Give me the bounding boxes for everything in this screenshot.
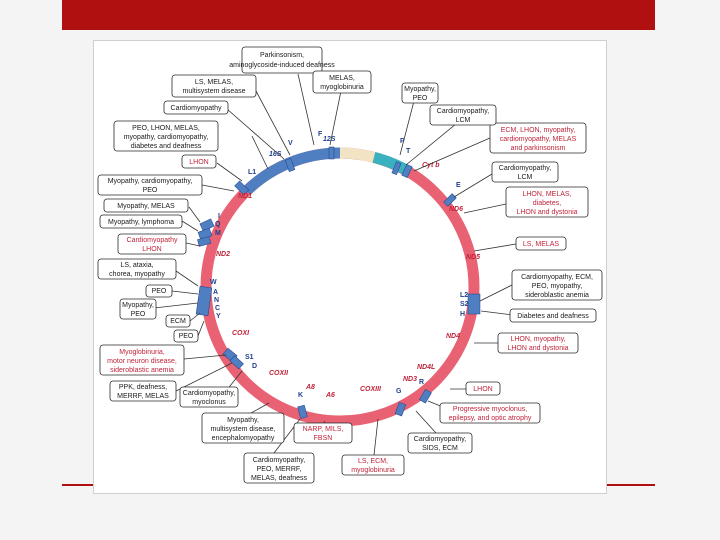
callout-arrow-cardio-sids xyxy=(416,411,436,433)
footer-rule-left xyxy=(62,484,94,486)
box-ppk xyxy=(110,381,176,401)
svg-text:PEO: PEO xyxy=(151,288,167,295)
footer-rule-right xyxy=(606,484,655,486)
box-peo2 xyxy=(174,330,198,342)
svg-text:MERRF, MELAS: MERRF, MELAS xyxy=(117,393,169,400)
gene-coiii: COXIII xyxy=(360,386,382,393)
svg-text:PEO: PEO xyxy=(178,333,194,340)
svg-text:Myopathy,: Myopathy, xyxy=(122,302,154,309)
trna-q: Q xyxy=(215,221,221,228)
box-myo-multi xyxy=(202,413,284,443)
box-myoglobinuria xyxy=(100,345,184,375)
svg-text:LCM: LCM xyxy=(455,117,471,124)
callout-arrow-ls-melas2 xyxy=(474,244,516,251)
mtdna-figure xyxy=(93,40,607,494)
box-cardio1 xyxy=(164,101,228,114)
gene-nd4: ND4 xyxy=(446,333,461,340)
svg-text:Cardiomyopathy,: Cardiomyopathy, xyxy=(252,457,306,464)
svg-text:Cardiomyopathy: Cardiomyopathy xyxy=(126,237,178,244)
callout-arrow-ecm1 xyxy=(190,313,200,321)
callout-arrow-parkinsonism xyxy=(298,74,314,145)
box-cardio-myoc xyxy=(180,387,238,407)
svg-text:LHON: LHON xyxy=(142,246,162,253)
svg-text:cardiomyopathy, MELAS: cardiomyopathy, MELAS xyxy=(499,136,577,143)
trna-mark-h-s2-l2 xyxy=(468,294,480,314)
svg-text:MELAS, deafness: MELAS, deafness xyxy=(250,475,308,482)
gene-12s: 12S xyxy=(323,136,336,143)
svg-text:LS, MELAS: LS, MELAS xyxy=(522,241,560,248)
box-ls-ecm xyxy=(342,455,404,475)
callout-arrow-cardio1 xyxy=(227,109,284,159)
box-ecm1 xyxy=(166,315,190,327)
svg-text:LS, ECM,: LS, ECM, xyxy=(358,458,388,465)
box-myo-peo xyxy=(120,299,156,319)
svg-text:PEO, myopathy,: PEO, myopathy, xyxy=(531,283,583,290)
trna-v: V xyxy=(288,140,293,147)
trna-labels xyxy=(210,131,469,399)
callout-arrow-peo-lhon xyxy=(252,136,268,169)
svg-text:multisystem disease: multisystem disease xyxy=(182,88,246,95)
svg-text:Cardiomyopathy,: Cardiomyopathy, xyxy=(413,436,467,443)
box-cardio-lcm xyxy=(492,162,558,182)
mtdna-diagram xyxy=(94,41,606,493)
svg-text:PEO: PEO xyxy=(130,311,146,318)
gene-nd2: ND2 xyxy=(216,251,231,258)
svg-text:Myopathy,: Myopathy, xyxy=(404,86,436,93)
svg-text:FBSN: FBSN xyxy=(313,435,333,442)
box-lhon2 xyxy=(466,382,500,395)
svg-text:myoglobinuria: myoglobinuria xyxy=(320,84,364,91)
trna-l2: L2 xyxy=(460,292,469,299)
svg-text:LHON, myopathy,: LHON, myopathy, xyxy=(510,336,566,343)
trna-e: E xyxy=(456,182,461,189)
svg-text:sideroblastic anemia: sideroblastic anemia xyxy=(525,292,589,299)
trna-mark-f xyxy=(329,147,334,159)
svg-text:and parkinsonism: and parkinsonism xyxy=(510,145,566,152)
box-lhon-melas xyxy=(506,187,588,217)
svg-text:encephalomyopathy: encephalomyopathy xyxy=(211,435,275,442)
trna-f: F xyxy=(318,131,323,138)
svg-text:PEO: PEO xyxy=(142,187,158,194)
svg-text:Parkinsonism,: Parkinsonism, xyxy=(260,52,304,59)
gene-nd1: ND1 xyxy=(238,193,253,200)
svg-text:MELAS,: MELAS, xyxy=(329,75,355,82)
trna-y: Y xyxy=(216,313,221,320)
trna-s2: S2 xyxy=(460,301,469,308)
gene-a6: A6 xyxy=(326,392,335,399)
svg-text:aminoglycoside-induced deafnes: aminoglycoside-induced deafness xyxy=(229,62,335,69)
svg-text:chorea, myopathy: chorea, myopathy xyxy=(109,271,165,278)
box-cardio-lcm2 xyxy=(430,105,496,125)
callout-arrow-ls-ecm xyxy=(374,419,378,455)
svg-text:Cardiomyopathy: Cardiomyopathy xyxy=(170,105,222,112)
svg-text:epilepsy, and optic atrophy: epilepsy, and optic atrophy xyxy=(448,415,532,422)
box-prog-myoc xyxy=(440,403,540,423)
svg-text:Cardiomyopathy, ECM,: Cardiomyopathy, ECM, xyxy=(521,274,593,281)
gene-nd5: ND5 xyxy=(466,254,481,261)
svg-text:ECM, LHON, myopathy,: ECM, LHON, myopathy, xyxy=(500,127,576,134)
callout-arrow-peo2 xyxy=(198,321,204,336)
callout-arrow-melas-myo xyxy=(330,86,342,145)
box-peo1 xyxy=(146,285,172,297)
callout-arrow-lhon-melas xyxy=(464,204,506,213)
trna-g: G xyxy=(396,388,402,395)
svg-text:LCM: LCM xyxy=(517,174,533,181)
trna-t: T xyxy=(406,148,411,155)
box-cardio-merrf xyxy=(244,453,314,483)
box-myo-lymph xyxy=(100,215,182,228)
header-bar xyxy=(62,0,655,30)
svg-text:LHON: LHON xyxy=(189,159,209,166)
svg-text:PEO, MERRF,: PEO, MERRF, xyxy=(256,466,302,473)
svg-text:Cardiomyopathy,: Cardiomyopathy, xyxy=(498,165,552,172)
callout-arrow-myo-melas xyxy=(189,207,200,222)
svg-text:diabetes and deafness: diabetes and deafness xyxy=(130,143,202,150)
svg-text:ECM: ECM xyxy=(170,318,186,325)
callout-arrow-ls-melas xyxy=(256,91,290,155)
callout-arrow-cardio-lhon xyxy=(186,243,200,246)
callout-arrow-diab-deaf xyxy=(481,311,513,315)
box-ls-melas2 xyxy=(516,237,566,250)
svg-text:Myoglobinuria,: Myoglobinuria, xyxy=(119,349,165,356)
svg-text:LHON: LHON xyxy=(473,386,493,393)
callout-arrow-cardio-ecm xyxy=(480,285,512,301)
svg-text:Myopathy, cardiomyopathy,: Myopathy, cardiomyopathy, xyxy=(107,178,193,185)
trna-d: D xyxy=(252,363,258,370)
callout-arrow-myo-peo xyxy=(154,303,198,308)
box-parkinsonism xyxy=(229,47,335,73)
svg-text:myoclonus: myoclonus xyxy=(192,399,226,406)
svg-text:Cardiomyopathy,: Cardiomyopathy, xyxy=(436,108,490,115)
svg-text:LS, MELAS,: LS, MELAS, xyxy=(194,79,234,86)
gene-nd4l: ND4L xyxy=(417,364,436,371)
gene-nd3: ND3 xyxy=(403,376,418,383)
callout-arrow-ecm-lhon xyxy=(414,138,490,171)
box-myo-cardio xyxy=(98,175,202,195)
svg-text:PEO: PEO xyxy=(412,95,428,102)
trna-l1: L1 xyxy=(248,169,257,176)
svg-text:Myopathy, lymphoma: Myopathy, lymphoma xyxy=(107,219,175,226)
svg-text:diabetes,: diabetes, xyxy=(532,200,562,207)
box-lhon1 xyxy=(182,155,216,168)
box-cardio-lhon xyxy=(118,234,186,254)
trna-i: I xyxy=(218,213,220,220)
svg-text:Myopathy,: Myopathy, xyxy=(227,417,259,424)
trna-n: N xyxy=(214,297,220,304)
callout-arrow-myo-lymph xyxy=(182,221,198,231)
callout-arrow-cardio-lcm2 xyxy=(406,119,462,165)
trna-w: W xyxy=(210,279,217,286)
box-ls-melas xyxy=(172,75,256,97)
trna-p: P xyxy=(400,138,405,145)
box-peo-lhon xyxy=(114,121,218,151)
svg-text:LS, ataxia,: LS, ataxia, xyxy=(120,262,154,269)
svg-text:NARP, MILS,: NARP, MILS, xyxy=(302,426,344,433)
box-ls-ataxia xyxy=(98,259,176,279)
box-narp xyxy=(294,423,352,443)
callout-arrow-lhon1 xyxy=(217,163,242,181)
gene-nd6: ND6 xyxy=(449,206,464,213)
gene-coi: COXI xyxy=(232,330,250,337)
rrna-arc xyxy=(247,153,340,191)
svg-text:LHON, MELAS,: LHON, MELAS, xyxy=(522,191,572,198)
callout-arrow-myo-cardio xyxy=(202,185,234,191)
svg-text:sideroblastic anemia: sideroblastic anemia xyxy=(110,367,174,374)
trna-k: K xyxy=(298,392,304,399)
trna-s1: S1 xyxy=(245,354,254,361)
box-myo-peo2 xyxy=(402,83,438,103)
trna-r: R xyxy=(419,379,425,386)
trna-a: A xyxy=(213,289,219,296)
svg-text:Myopathy, MELAS: Myopathy, MELAS xyxy=(117,203,175,210)
svg-text:LHON and dystonia: LHON and dystonia xyxy=(507,345,569,352)
svg-text:SIDS, ECM: SIDS, ECM xyxy=(422,445,458,452)
box-cardio-ecm xyxy=(512,270,602,300)
svg-text:myopathy, cardiomyopathy,: myopathy, cardiomyopathy, xyxy=(123,134,209,141)
gene-16s: 16S xyxy=(269,151,282,158)
trna-c: C xyxy=(215,305,221,312)
svg-text:PPK, deafness,: PPK, deafness, xyxy=(118,384,168,391)
callout-arrow-myo-peo2 xyxy=(400,101,414,155)
svg-text:multisystem disease,: multisystem disease, xyxy=(210,426,276,433)
box-ecm-lhon xyxy=(490,123,586,153)
callout-arrow-peo1 xyxy=(172,291,198,294)
svg-text:motor neuron disease,: motor neuron disease, xyxy=(107,358,177,365)
svg-text:Cardiomyopathy,: Cardiomyopathy, xyxy=(182,390,236,397)
svg-text:LHON and dystonia: LHON and dystonia xyxy=(516,209,578,216)
svg-text:myoglobinuria: myoglobinuria xyxy=(351,467,395,474)
gene-coii: COXII xyxy=(269,370,289,377)
box-cardio-sids xyxy=(408,433,472,453)
gene-cytb: Cyt b xyxy=(422,162,440,169)
callout-arrow-ls-ataxia xyxy=(176,271,198,286)
trna-h: H xyxy=(460,311,466,318)
box-diab-deaf xyxy=(510,309,596,322)
gene-a8: A8 xyxy=(306,384,315,391)
box-lhon-myo xyxy=(498,333,578,353)
svg-text:PEO, LHON, MELAS,: PEO, LHON, MELAS, xyxy=(132,125,200,132)
svg-text:Progressive myoclonus,: Progressive myoclonus, xyxy=(452,406,528,413)
dloop-light-arc xyxy=(340,153,374,157)
box-myo-melas xyxy=(104,199,188,212)
box-melas-myo xyxy=(313,71,371,93)
svg-text:Diabetes and deafness: Diabetes and deafness xyxy=(517,313,589,320)
trna-m: M xyxy=(215,230,221,237)
